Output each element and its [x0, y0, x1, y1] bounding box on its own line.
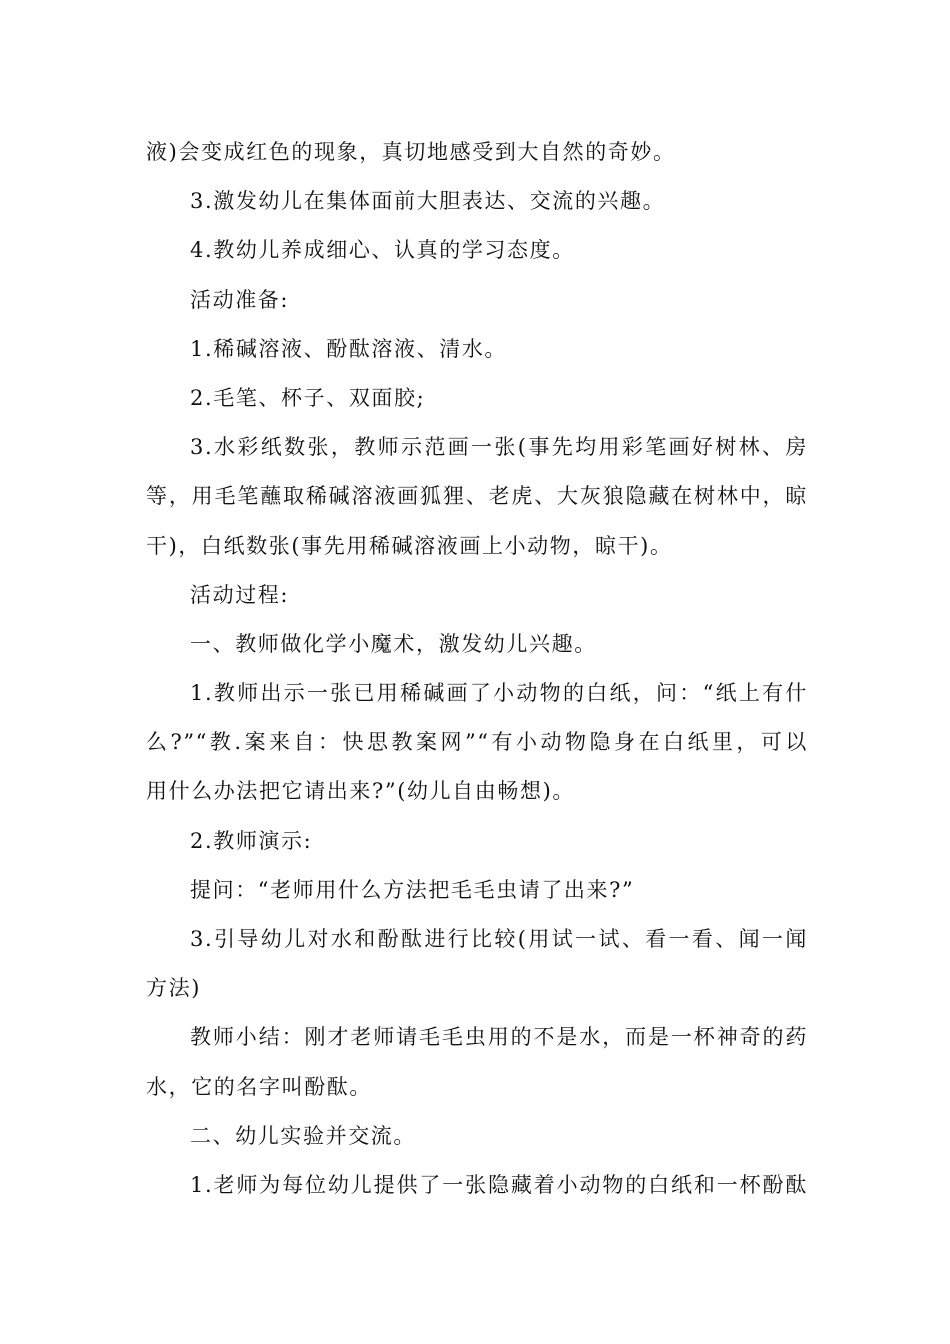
paragraph-line: 3.激发幼儿在集体面前大胆表达、交流的兴趣。 [190, 189, 666, 214]
subsection-heading: 一、教师做化学小魔术，激发幼儿兴趣。 [190, 631, 597, 656]
paragraph-line: 教师小结：刚才老师请毛毛虫用的不是水，而是一杯神奇的药 [190, 1025, 808, 1050]
paragraph-line: 干)，白纸数张(事先用稀碱溶液画上小动物，晾干)。 [146, 533, 673, 558]
paragraph-line: 3.水彩纸数张，教师示范画一张(事先均用彩笔画好树林、房 [190, 435, 808, 460]
subsection-heading: 二、幼儿实验并交流。 [190, 1123, 416, 1148]
paragraph-line: 么?”“教.案来自：快思教案网”“有小动物隐身在白纸里，可以 [146, 730, 808, 755]
paragraph-line: 1.稀碱溶液、酚酞溶液、清水。 [190, 336, 508, 361]
paragraph-line: 2.教师演示: [190, 828, 313, 853]
document-body [146, 128, 808, 1210]
paragraph-line: 水，它的名字叫酚酞。 [146, 1074, 372, 1099]
paragraph-line: 等，用毛笔蘸取稀碱溶液画狐狸、老虎、大灰狼隐藏在树林中，晾 [146, 484, 808, 509]
paragraph-line: 2.毛笔、杯子、双面胶; [190, 385, 426, 410]
paragraph-line: 4.教幼儿养成细心、认真的学习态度。 [190, 238, 575, 263]
paragraph-line: 用什么办法把它请出来?”(幼儿自由畅想)。 [146, 779, 575, 804]
section-heading: 活动过程: [190, 582, 290, 607]
section-heading: 活动准备: [190, 287, 290, 312]
paragraph-line: 提问：“老师用什么方法把毛毛虫请了出来?” [190, 877, 635, 902]
paragraph-line: 方法) [146, 976, 201, 1001]
paragraph-line: 3.引导幼儿对水和酚酞进行比较(用试一试、看一看、闻一闻 [190, 927, 808, 951]
paragraph-line: 液)会变成红色的现象，真切地感受到大自然的奇妙。 [146, 140, 676, 164]
paragraph-line: 1.教师出示一张已用稀碱画了小动物的白纸，问：“纸上有什 [190, 681, 808, 706]
paragraph-line: 1.老师为每位幼儿提供了一张隐藏着小动物的白纸和一杯酚酞 [190, 1172, 808, 1197]
